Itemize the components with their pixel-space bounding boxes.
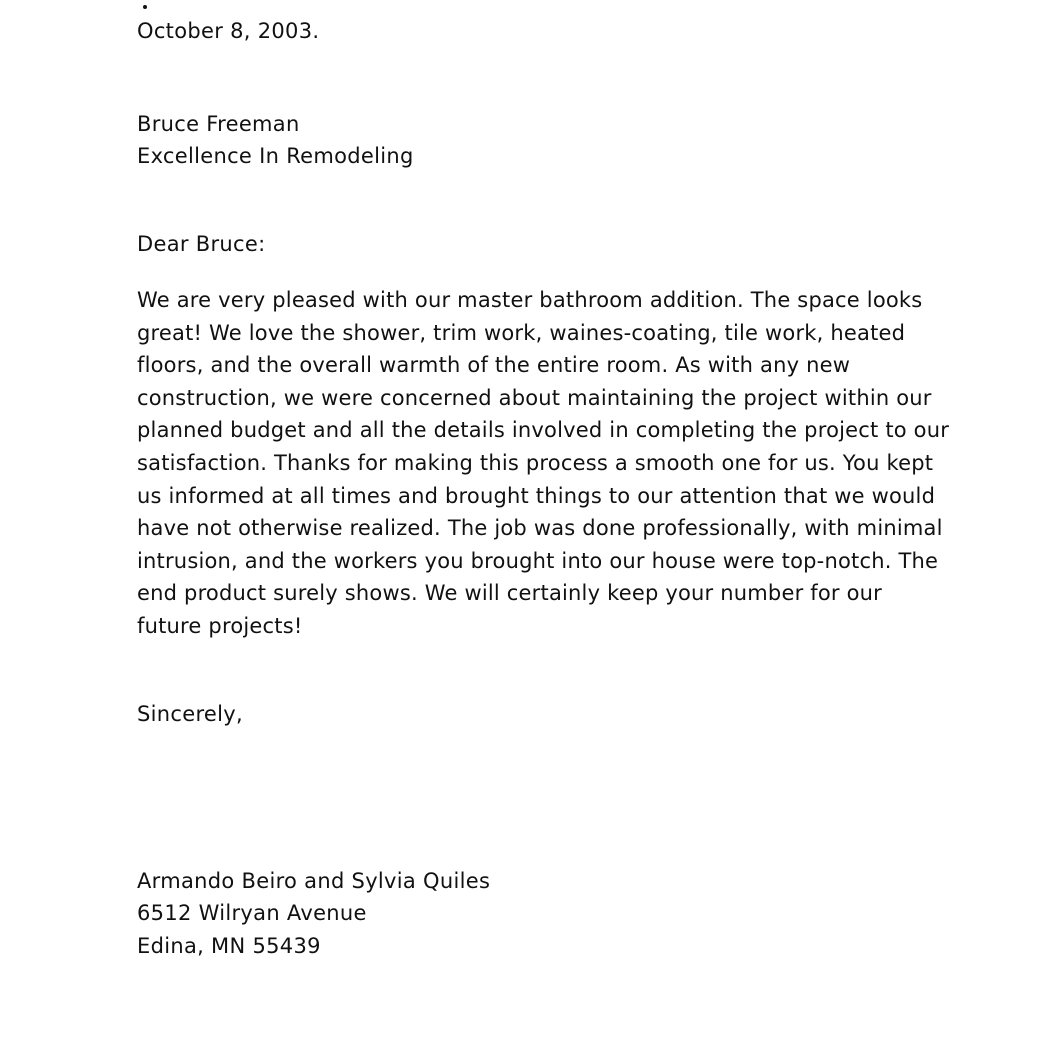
recipient-company: Excellence In Remodeling: [137, 144, 414, 168]
letter-body: We are very pleased with our master bathroom addition. The space looks great! We love the shower, trim work, waines-coating, tile work, heated floors, and the overall warmth of the entire room. As with any new construction, we were concerned about maintaining the project within our planned budget and all the details involved in completing the project to our satisfaction. Thanks for making this process a smooth one for us. You kept us informed at all times and brought things to our attention that we would have not otherwise realized. The job was done professionally, with minimal intrusion, and the workers you brought into our house were top-notch. The end product surely shows. We will certainly keep your number for our future projects!: [137, 288, 950, 638]
sender-street: 6512 Wilryan Avenue: [137, 901, 367, 925]
sender-city-state-zip: Edina, MN 55439: [137, 934, 321, 958]
recipient-name: Bruce Freeman: [137, 112, 300, 136]
letter-date: October 8, 2003.: [137, 19, 320, 43]
sender-names: Armando Beiro and Sylvia Quiles: [137, 869, 491, 893]
salutation: Dear Bruce:: [137, 232, 266, 256]
letter-page: [137, 0, 1007, 1056]
closing: Sincerely,: [137, 702, 243, 726]
